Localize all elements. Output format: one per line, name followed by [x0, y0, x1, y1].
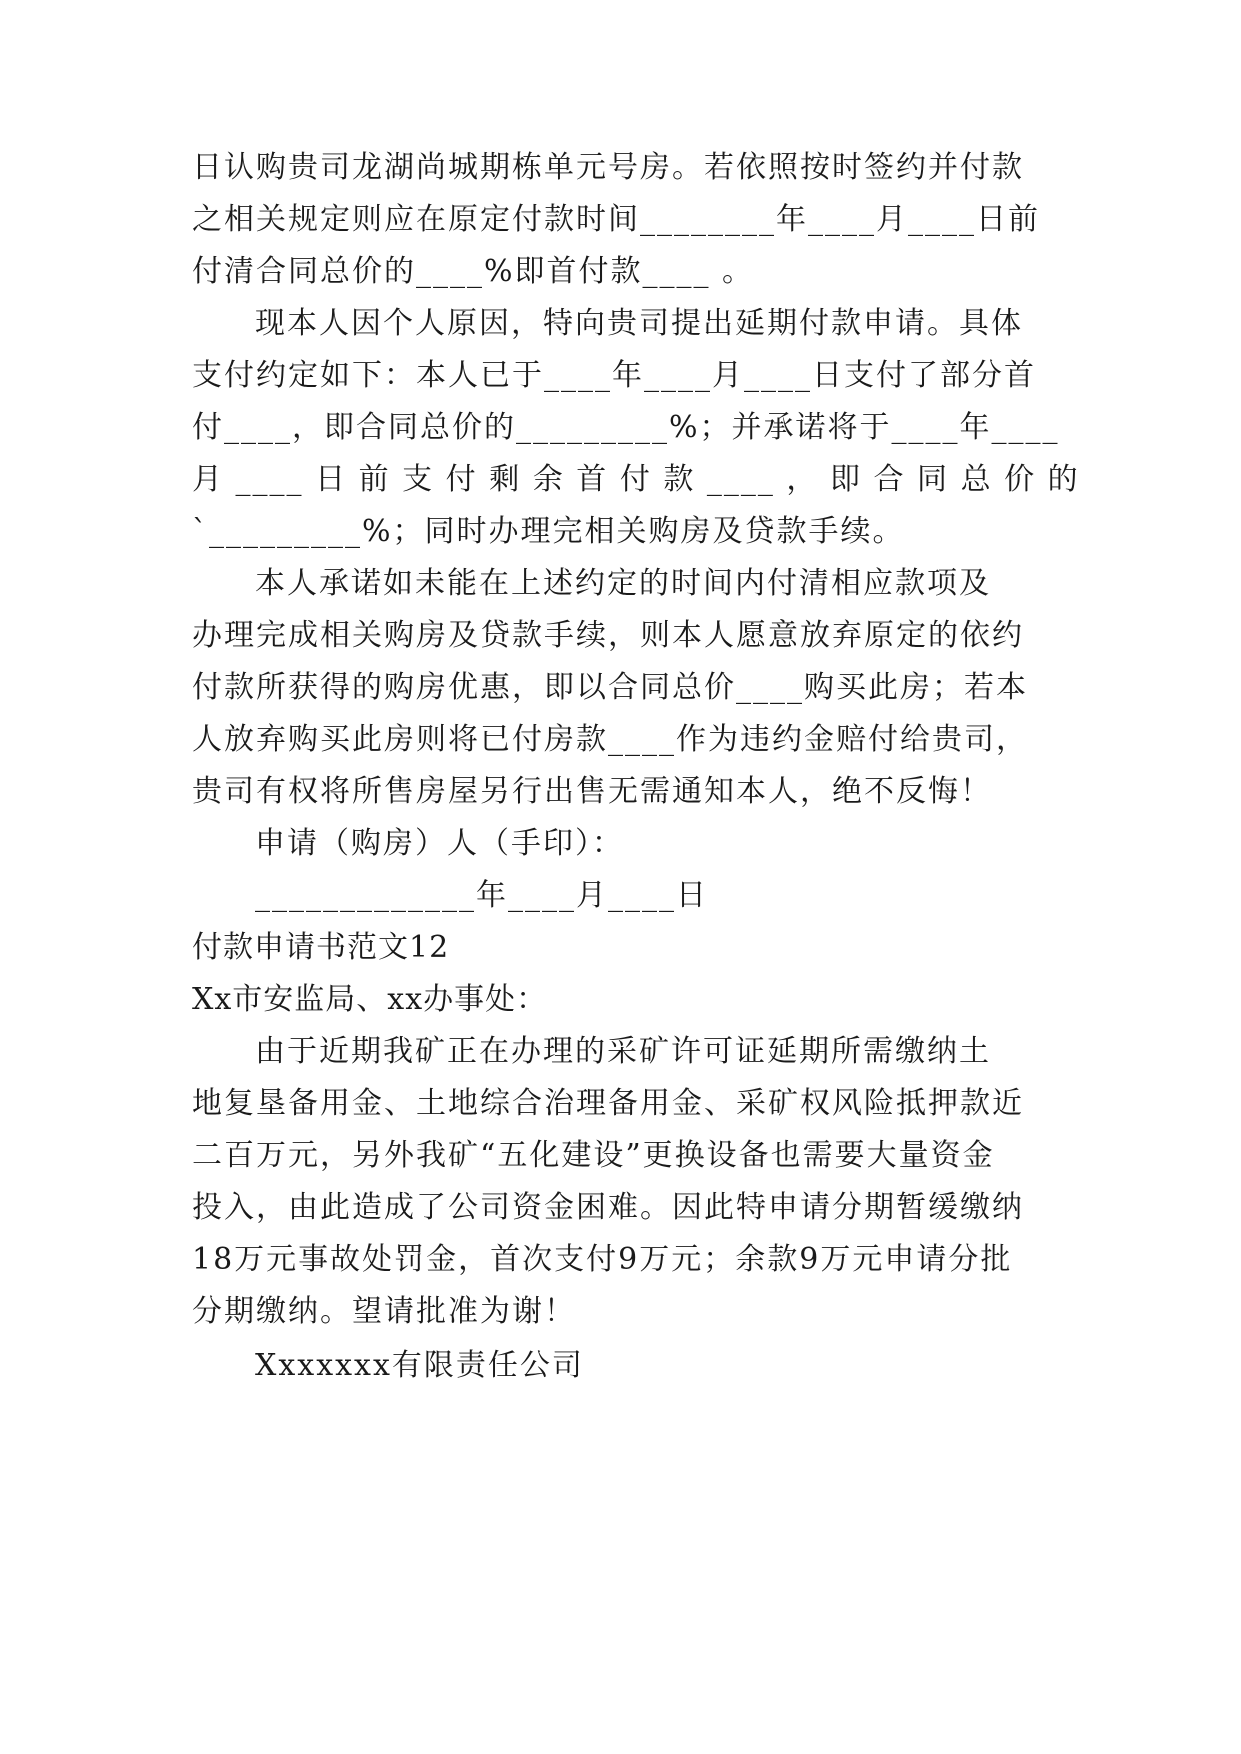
- paragraph-1-line-1: 日认购贵司龙湖尚城期栋单元号房。若依照按时签约并付款: [192, 150, 1024, 185]
- paragraph-3-line-2: 办理完成相关购房及贷款手续，则本人愿意放弃原定的依约: [192, 618, 1024, 653]
- paragraph-2-line-5: `_________%；同时办理完相关购房及贷款手续。: [192, 514, 905, 549]
- paragraph-4-line-1: 由于近期我矿正在办理的采矿许可证延期所需缴纳土: [255, 1034, 991, 1069]
- paragraph-3-line-5: 贵司有权将所售房屋另行出售无需通知本人，绝不反悔！: [192, 774, 992, 809]
- letter-salutation: Xx市安监局、xx办事处：: [192, 982, 548, 1017]
- section-title: 付款申请书范文12: [192, 930, 450, 965]
- applicant-signature-line: 申请（购房）人（手印）：: [255, 826, 624, 861]
- paragraph-2-line-2: 支付约定如下：本人已于____年____月____日支付了部分首: [192, 358, 1036, 393]
- paragraph-4-line-2: 地复垦备用金、土地综合治理备用金、采矿权风险抵押款近: [192, 1086, 1024, 1121]
- paragraph-2-line-1: 现本人因个人原因，特向贵司提出延期付款申请。具体: [255, 306, 1023, 341]
- paragraph-4-line-4: 投入，由此造成了公司资金困难。因此特申请分期暂缓缴纳: [192, 1190, 1024, 1225]
- paragraph-2-line-3: 付____，即合同总价的_________%；并承诺将于____年____: [192, 410, 1060, 445]
- paragraph-4-line-5: 18万元事故处罚金，首次支付9万元；余款9万元申请分批: [192, 1242, 1013, 1277]
- company-signature: Xxxxxxx有限责任公司: [255, 1348, 584, 1383]
- signature-date-line: _____________年____月____日: [255, 878, 708, 913]
- paragraph-3-line-3: 付款所获得的购房优惠，即以合同总价____购买此房；若本: [192, 670, 1028, 705]
- paragraph-3-line-1: 本人承诺如未能在上述约定的时间内付清相应款项及: [255, 566, 991, 601]
- paragraph-2-line-4: 月 ____ 日 前 支 付 剩 余 首 付 款 ____ ， 即 合 同 总 价 的: [192, 462, 1080, 497]
- paragraph-3-line-4: 人放弃购买此房则将已付房款____作为违约金赔付给贵司，: [192, 722, 1028, 757]
- paragraph-1-line-2: 之相关规定则应在原定付款时间________年____月____日前: [192, 202, 1040, 237]
- paragraph-1-line-3: 付清合同总价的____%即首付款____ 。: [192, 254, 755, 289]
- paragraph-4-line-3: 二百万元，另外我矿“五化建设”更换设备也需要大量资金: [192, 1138, 995, 1173]
- paragraph-4-line-6: 分期缴纳。望请批准为谢！: [192, 1294, 576, 1329]
